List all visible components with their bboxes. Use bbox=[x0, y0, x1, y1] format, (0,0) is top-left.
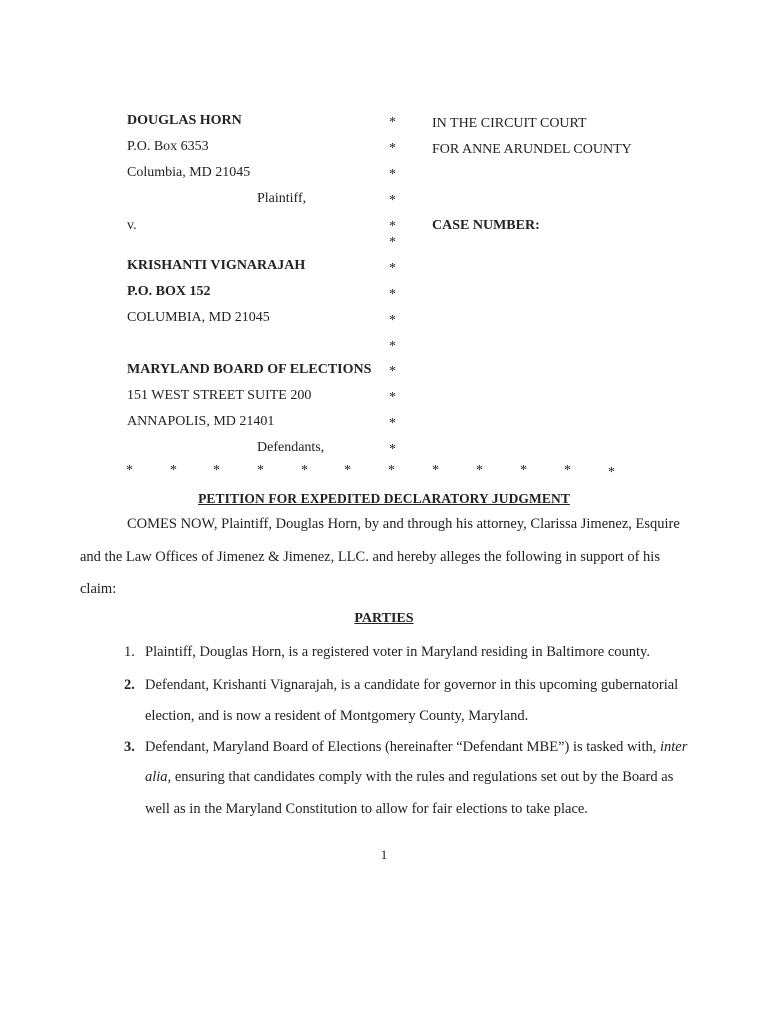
caption-star: * bbox=[389, 167, 396, 182]
separator-star: * bbox=[388, 463, 395, 478]
defendant1-address-line2: COLUMBIA, MD 21045 bbox=[127, 310, 270, 325]
separator-star: * bbox=[476, 463, 483, 478]
caption-star: * bbox=[389, 339, 396, 354]
item-text-part: ensuring that candidates comply with the rules and regulations set out by the Board as bbox=[171, 769, 674, 785]
caption-star: * bbox=[389, 364, 396, 379]
item-text bbox=[145, 769, 673, 785]
intro-line1: COMES NOW, Plaintiff, Douglas Horn, by and through his attorney, Clarissa Jimenez, Esquire bbox=[127, 516, 680, 532]
separator-star: * bbox=[520, 463, 527, 478]
intro-line2: and the Law Offices of Jimenez & Jimenez, LLC. and hereby alleges the following in support of his bbox=[80, 549, 660, 565]
court-line1: IN THE CIRCUIT COURT bbox=[432, 116, 587, 131]
separator-star: * bbox=[257, 463, 264, 478]
separator-star: * bbox=[301, 463, 308, 478]
caption-star: * bbox=[389, 313, 396, 328]
defendant2-address-line2: ANNAPOLIS, MD 21401 bbox=[127, 414, 275, 429]
item-text: well as in the Maryland Constitution to allow for fair elections to take place. bbox=[145, 801, 588, 817]
caption-star: * bbox=[389, 115, 396, 130]
defendant1-address-line1: P.O. BOX 152 bbox=[127, 284, 211, 299]
page-number: 1 bbox=[380, 847, 388, 862]
defendant1-name: KRISHANTI VIGNARAJAH bbox=[127, 258, 306, 273]
separator-star: * bbox=[432, 463, 439, 478]
item-number: 1. bbox=[124, 644, 135, 660]
item-number: 2. bbox=[124, 677, 135, 693]
caption-star: * bbox=[389, 193, 396, 208]
defendant2-address-line1: 151 WEST STREET SUITE 200 bbox=[127, 388, 312, 403]
document-title: PETITION FOR EXPEDITED DECLARATORY JUDGMENT bbox=[198, 491, 570, 506]
item-text: election, and is now a resident of Montgomery County, Maryland. bbox=[145, 708, 529, 724]
item-text-italic: alia, bbox=[145, 769, 172, 785]
separator-star: * bbox=[608, 465, 615, 480]
plaintiff-address-line2: Columbia, MD 21045 bbox=[127, 165, 251, 180]
case-number-label: CASE NUMBER: bbox=[432, 218, 540, 233]
plaintiff-address-line1: P.O. Box 6353 bbox=[127, 139, 209, 154]
court-line2: FOR ANNE ARUNDEL COUNTY bbox=[432, 142, 632, 157]
intro-line3: claim: bbox=[80, 581, 117, 597]
caption-star: * bbox=[389, 219, 396, 234]
separator-star: * bbox=[126, 463, 133, 478]
item-text: Defendant, Krishanti Vignarajah, is a candidate for governor in this upcoming gubernatorial bbox=[145, 677, 679, 693]
caption-star: * bbox=[389, 442, 396, 457]
separator-star: * bbox=[213, 463, 220, 478]
versus-label: v. bbox=[127, 218, 137, 233]
item-text-italic: inter bbox=[659, 739, 688, 755]
caption-star: * bbox=[389, 416, 396, 431]
item-text bbox=[145, 739, 687, 755]
separator-star: * bbox=[344, 463, 351, 478]
caption-star: * bbox=[389, 235, 396, 250]
caption-star: * bbox=[389, 141, 396, 156]
plaintiff-role: Plaintiff, bbox=[257, 191, 307, 206]
item-text: Plaintiff, Douglas Horn, is a registered voter in Maryland residing in Baltimore county. bbox=[145, 644, 650, 660]
defendant2-name: MARYLAND BOARD OF ELECTIONS bbox=[127, 362, 372, 377]
separator-star: * bbox=[564, 463, 571, 478]
item-text-part: Defendant, Maryland Board of Elections (hereinafter “Defendant MBE”) is tasked with, bbox=[145, 739, 660, 755]
plaintiff-name: DOUGLAS HORN bbox=[127, 113, 242, 128]
defendants-role: Defendants, bbox=[257, 440, 325, 455]
caption-star: * bbox=[389, 390, 396, 405]
caption-star: * bbox=[389, 287, 396, 302]
separator-star: * bbox=[170, 463, 177, 478]
caption-star: * bbox=[389, 261, 396, 276]
item-number: 3. bbox=[124, 739, 135, 755]
parties-heading: PARTIES bbox=[354, 611, 414, 626]
